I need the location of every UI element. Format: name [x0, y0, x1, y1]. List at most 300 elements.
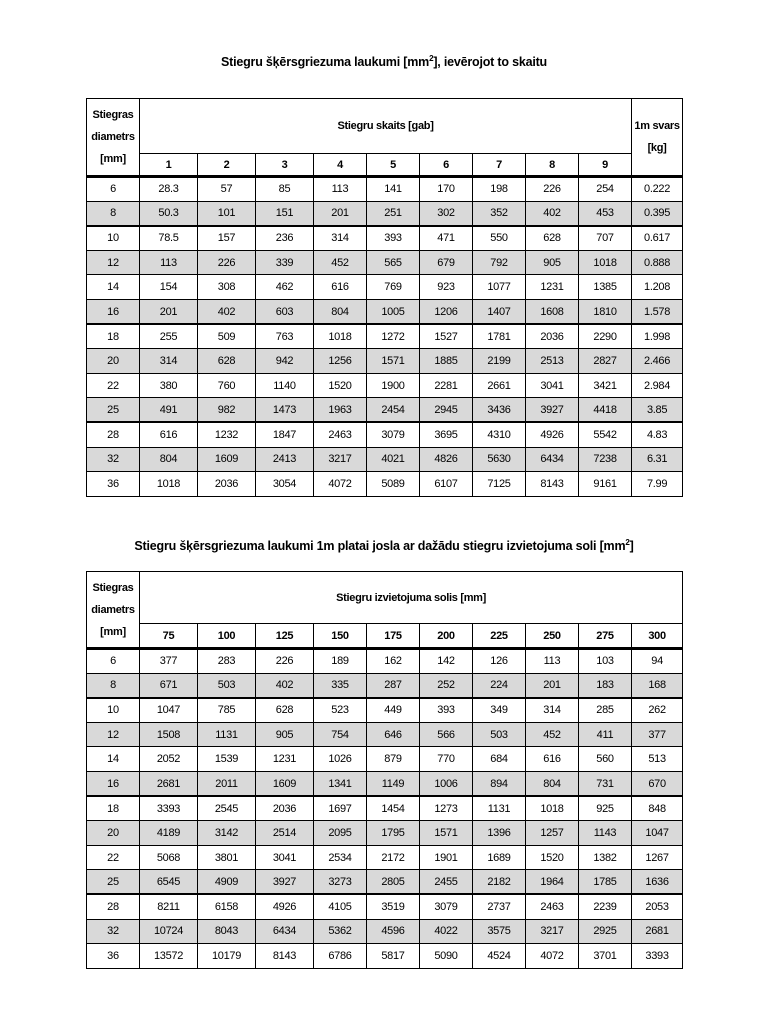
value-cell: 101: [198, 201, 256, 226]
value-cell: 2182: [473, 870, 526, 895]
value-cell: 3142: [198, 821, 256, 846]
value-cell: 731: [579, 771, 632, 796]
value-cell: 452: [526, 722, 579, 747]
value-cell: 1407: [473, 299, 526, 324]
value-cell: 4418: [579, 398, 632, 423]
value-cell: 103: [579, 649, 632, 674]
value-cell: 1697: [314, 796, 367, 821]
value-cell: 3041: [256, 845, 314, 870]
diameter-cell: 36: [87, 472, 140, 497]
table-row: [87, 349, 683, 374]
rebar-area-by-spacing-table: [86, 571, 683, 969]
value-cell: 7.99: [632, 472, 683, 497]
value-cell: 4021: [367, 447, 420, 472]
table2-title: [0, 538, 768, 553]
diameter-header-line1: Stiegras: [92, 109, 134, 121]
value-cell: 2925: [579, 919, 632, 944]
diameter-cell: 36: [87, 944, 140, 969]
value-cell: 50.3: [140, 201, 198, 226]
value-cell: 7238: [579, 447, 632, 472]
value-cell: 2661: [473, 373, 526, 398]
value-cell: 302: [420, 201, 473, 226]
value-cell: 1963: [314, 398, 367, 423]
value-cell: 1539: [198, 747, 256, 772]
value-cell: 377: [140, 649, 198, 674]
value-cell: 491: [140, 398, 198, 423]
value-cell: 770: [420, 747, 473, 772]
value-cell: 1900: [367, 373, 420, 398]
value-cell: 2095: [314, 821, 367, 846]
diameter-cell: 6: [87, 177, 140, 202]
table-row: [87, 649, 683, 674]
diameter-cell: 12: [87, 250, 140, 275]
value-cell: 616: [314, 275, 367, 300]
value-cell: 3801: [198, 845, 256, 870]
diameter-cell: 8: [87, 673, 140, 698]
value-cell: 1.578: [632, 299, 683, 324]
value-cell: 1018: [526, 796, 579, 821]
value-cell: 1005: [367, 299, 420, 324]
value-cell: 226: [526, 177, 579, 202]
value-cell: 3079: [420, 894, 473, 919]
table-row: [87, 373, 683, 398]
value-cell: 4.83: [632, 422, 683, 447]
value-cell: 1272: [367, 324, 420, 349]
table-row: [87, 771, 683, 796]
value-cell: 0.395: [632, 201, 683, 226]
value-cell: 684: [473, 747, 526, 772]
value-cell: 1143: [579, 821, 632, 846]
diameter-cell: 16: [87, 299, 140, 324]
value-cell: 314: [140, 349, 198, 374]
value-cell: 6.31: [632, 447, 683, 472]
table-row: [87, 177, 683, 202]
value-cell: 0.617: [632, 226, 683, 251]
value-cell: 628: [256, 698, 314, 723]
diameter-cell: 25: [87, 398, 140, 423]
value-cell: 2290: [579, 324, 632, 349]
value-cell: 1520: [314, 373, 367, 398]
value-cell: 1385: [579, 275, 632, 300]
value-cell: 616: [140, 422, 198, 447]
column-header: 125: [256, 624, 314, 649]
value-cell: 2052: [140, 747, 198, 772]
value-cell: 335: [314, 673, 367, 698]
table-row: [87, 870, 683, 895]
diameter-cell: 22: [87, 845, 140, 870]
value-cell: 2.466: [632, 349, 683, 374]
column-header: 3: [256, 154, 314, 177]
value-cell: 1140: [256, 373, 314, 398]
diameter-header: [87, 572, 140, 649]
value-cell: 4926: [256, 894, 314, 919]
value-cell: 168: [632, 673, 683, 698]
column-header: 75: [140, 624, 198, 649]
value-cell: 224: [473, 673, 526, 698]
table-row: [87, 894, 683, 919]
table-row: [87, 201, 683, 226]
table1-title-sup: 2: [429, 54, 434, 63]
value-cell: 198: [473, 177, 526, 202]
value-cell: 402: [198, 299, 256, 324]
value-cell: 226: [198, 250, 256, 275]
value-cell: 380: [140, 373, 198, 398]
diameter-header-line2: diametrs: [91, 131, 135, 143]
value-cell: 287: [367, 673, 420, 698]
diameter-cell: 10: [87, 226, 140, 251]
value-cell: 1341: [314, 771, 367, 796]
table-row: [87, 698, 683, 723]
diameter-cell: 18: [87, 796, 140, 821]
spacing-header: Stiegru izvietojuma solis [mm]: [140, 572, 683, 624]
diameter-cell: 16: [87, 771, 140, 796]
value-cell: 1885: [420, 349, 473, 374]
value-cell: 402: [526, 201, 579, 226]
value-cell: 2011: [198, 771, 256, 796]
value-cell: 848: [632, 796, 683, 821]
value-cell: 226: [256, 649, 314, 674]
value-cell: 4022: [420, 919, 473, 944]
value-cell: 1131: [198, 722, 256, 747]
diameter-cell: 20: [87, 349, 140, 374]
value-cell: 671: [140, 673, 198, 698]
value-cell: 162: [367, 649, 420, 674]
value-cell: 804: [526, 771, 579, 796]
value-cell: 5362: [314, 919, 367, 944]
diameter-cell: 8: [87, 201, 140, 226]
value-cell: 1006: [420, 771, 473, 796]
table-row: [87, 275, 683, 300]
value-cell: 2534: [314, 845, 367, 870]
value-cell: 2513: [526, 349, 579, 374]
value-cell: 2036: [256, 796, 314, 821]
value-cell: 1901: [420, 845, 473, 870]
table-row: [87, 250, 683, 275]
value-cell: 1781: [473, 324, 526, 349]
value-cell: 349: [473, 698, 526, 723]
value-cell: 352: [473, 201, 526, 226]
value-cell: 402: [256, 673, 314, 698]
value-cell: 78.5: [140, 226, 198, 251]
value-cell: 1047: [632, 821, 683, 846]
value-cell: 1232: [198, 422, 256, 447]
value-cell: 3393: [632, 944, 683, 969]
column-header: 6: [420, 154, 473, 177]
value-cell: 10179: [198, 944, 256, 969]
value-cell: 471: [420, 226, 473, 251]
value-cell: 1473: [256, 398, 314, 423]
value-cell: 10724: [140, 919, 198, 944]
diameter-cell: 14: [87, 275, 140, 300]
column-header: 8: [526, 154, 579, 177]
diameter-cell: 12: [87, 722, 140, 747]
value-cell: 2455: [420, 870, 473, 895]
value-cell: 769: [367, 275, 420, 300]
value-cell: 3217: [314, 447, 367, 472]
value-cell: 2.984: [632, 373, 683, 398]
rebar-area-by-count-table: [86, 98, 683, 497]
value-cell: 8211: [140, 894, 198, 919]
value-cell: 5630: [473, 447, 526, 472]
value-cell: 2239: [579, 894, 632, 919]
diameter-header-line3: [mm]: [100, 153, 126, 165]
value-cell: 3519: [367, 894, 420, 919]
value-cell: 251: [367, 201, 420, 226]
value-cell: 1689: [473, 845, 526, 870]
column-header: 2: [198, 154, 256, 177]
value-cell: 3575: [473, 919, 526, 944]
diameter-cell: 20: [87, 821, 140, 846]
table-row: [87, 324, 683, 349]
value-cell: 1520: [526, 845, 579, 870]
table2-title-sup: 2: [625, 538, 630, 547]
value-cell: 804: [314, 299, 367, 324]
value-cell: 560: [579, 747, 632, 772]
value-cell: 85: [256, 177, 314, 202]
value-cell: 2172: [367, 845, 420, 870]
value-cell: 603: [256, 299, 314, 324]
value-cell: 4926: [526, 422, 579, 447]
column-header: 100: [198, 624, 256, 649]
value-cell: 550: [473, 226, 526, 251]
value-cell: 141: [367, 177, 420, 202]
value-cell: 262: [632, 698, 683, 723]
table-row: [87, 673, 683, 698]
value-cell: 1608: [526, 299, 579, 324]
value-cell: 566: [420, 722, 473, 747]
diameter-cell: 14: [87, 747, 140, 772]
value-cell: 1396: [473, 821, 526, 846]
value-cell: 3041: [526, 373, 579, 398]
value-cell: 628: [526, 226, 579, 251]
value-cell: 411: [579, 722, 632, 747]
value-cell: 1527: [420, 324, 473, 349]
table2-title-end: ]: [629, 539, 634, 554]
value-cell: 5542: [579, 422, 632, 447]
column-header: 7: [473, 154, 526, 177]
value-cell: 1273: [420, 796, 473, 821]
value-cell: 628: [198, 349, 256, 374]
value-cell: 8143: [526, 472, 579, 497]
column-header: 225: [473, 624, 526, 649]
value-cell: 3217: [526, 919, 579, 944]
value-cell: 1847: [256, 422, 314, 447]
table1-title-text: Stiegru šķērsgriezuma laukumi [mm: [221, 55, 430, 70]
value-cell: 3701: [579, 944, 632, 969]
value-cell: 2827: [579, 349, 632, 374]
value-cell: 679: [420, 250, 473, 275]
weight-header-line1: 1m svars: [634, 120, 680, 132]
value-cell: 252: [420, 673, 473, 698]
value-cell: 2681: [140, 771, 198, 796]
value-cell: 3436: [473, 398, 526, 423]
value-cell: 754: [314, 722, 367, 747]
value-cell: 201: [314, 201, 367, 226]
value-cell: 285: [579, 698, 632, 723]
value-cell: 314: [314, 226, 367, 251]
diameter-cell: 28: [87, 894, 140, 919]
weight-header: [632, 99, 683, 177]
value-cell: 8143: [256, 944, 314, 969]
table-row: [87, 747, 683, 772]
value-cell: 6545: [140, 870, 198, 895]
table1-title: [0, 54, 768, 69]
value-cell: 509: [198, 324, 256, 349]
diameter-cell: 28: [87, 422, 140, 447]
value-cell: 2737: [473, 894, 526, 919]
table1-title-end: ], ievērojot to skaitu: [433, 55, 547, 70]
value-cell: 3421: [579, 373, 632, 398]
value-cell: 4909: [198, 870, 256, 895]
value-cell: 4826: [420, 447, 473, 472]
value-cell: 785: [198, 698, 256, 723]
value-cell: 565: [367, 250, 420, 275]
diameter-header-line1: Stiegras: [92, 581, 134, 594]
table-row: [87, 845, 683, 870]
value-cell: 0.888: [632, 250, 683, 275]
value-cell: 314: [526, 698, 579, 723]
diameter-cell: 10: [87, 698, 140, 723]
table-row: [87, 299, 683, 324]
value-cell: 2945: [420, 398, 473, 423]
value-cell: 1.208: [632, 275, 683, 300]
value-cell: 9161: [579, 472, 632, 497]
value-cell: 201: [526, 673, 579, 698]
value-cell: 1382: [579, 845, 632, 870]
column-header: 200: [420, 624, 473, 649]
value-cell: 2036: [198, 472, 256, 497]
value-cell: 183: [579, 673, 632, 698]
value-cell: 4072: [314, 472, 367, 497]
column-header: 5: [367, 154, 420, 177]
value-cell: 157: [198, 226, 256, 251]
value-cell: 5089: [367, 472, 420, 497]
value-cell: 6107: [420, 472, 473, 497]
value-cell: 1077: [473, 275, 526, 300]
value-cell: 13572: [140, 944, 198, 969]
column-header: 9: [579, 154, 632, 177]
table-row: [87, 398, 683, 423]
value-cell: 4596: [367, 919, 420, 944]
value-cell: 646: [367, 722, 420, 747]
value-cell: 3273: [314, 870, 367, 895]
value-cell: 339: [256, 250, 314, 275]
value-cell: 2805: [367, 870, 420, 895]
value-cell: 1231: [256, 747, 314, 772]
value-cell: 5090: [420, 944, 473, 969]
value-cell: 792: [473, 250, 526, 275]
value-cell: 3393: [140, 796, 198, 821]
value-cell: 6786: [314, 944, 367, 969]
value-cell: 6434: [256, 919, 314, 944]
value-cell: 4105: [314, 894, 367, 919]
value-cell: 923: [420, 275, 473, 300]
value-cell: 5068: [140, 845, 198, 870]
value-cell: 3927: [526, 398, 579, 423]
value-cell: 8043: [198, 919, 256, 944]
table-row: [87, 226, 683, 251]
value-cell: 503: [198, 673, 256, 698]
value-cell: 1454: [367, 796, 420, 821]
value-cell: 1257: [526, 821, 579, 846]
value-cell: 1047: [140, 698, 198, 723]
value-cell: 523: [314, 698, 367, 723]
value-cell: 2463: [314, 422, 367, 447]
diameter-header-line3: [mm]: [100, 625, 126, 638]
value-cell: 1571: [367, 349, 420, 374]
value-cell: 3054: [256, 472, 314, 497]
value-cell: 4310: [473, 422, 526, 447]
value-cell: 236: [256, 226, 314, 251]
diameter-cell: 6: [87, 649, 140, 674]
value-cell: 1206: [420, 299, 473, 324]
table-row: [87, 944, 683, 969]
value-cell: 113: [314, 177, 367, 202]
value-cell: 905: [526, 250, 579, 275]
value-cell: 393: [367, 226, 420, 251]
value-cell: 453: [579, 201, 632, 226]
value-cell: 1810: [579, 299, 632, 324]
value-cell: 377: [632, 722, 683, 747]
value-cell: 4072: [526, 944, 579, 969]
value-cell: 0.222: [632, 177, 683, 202]
value-cell: 2413: [256, 447, 314, 472]
value-cell: 7125: [473, 472, 526, 497]
value-cell: 2681: [632, 919, 683, 944]
value-cell: 4524: [473, 944, 526, 969]
value-cell: 513: [632, 747, 683, 772]
value-cell: 2454: [367, 398, 420, 423]
value-cell: 2281: [420, 373, 473, 398]
value-cell: 113: [140, 250, 198, 275]
value-cell: 2053: [632, 894, 683, 919]
value-cell: 255: [140, 324, 198, 349]
value-cell: 1785: [579, 870, 632, 895]
value-cell: 2036: [526, 324, 579, 349]
value-cell: 763: [256, 324, 314, 349]
value-cell: 1018: [579, 250, 632, 275]
value-cell: 925: [579, 796, 632, 821]
value-cell: 707: [579, 226, 632, 251]
value-cell: 2514: [256, 821, 314, 846]
value-cell: 5817: [367, 944, 420, 969]
value-cell: 1256: [314, 349, 367, 374]
value-cell: 170: [420, 177, 473, 202]
value-cell: 804: [140, 447, 198, 472]
value-cell: 6158: [198, 894, 256, 919]
value-cell: 254: [579, 177, 632, 202]
value-cell: 503: [473, 722, 526, 747]
diameter-cell: 25: [87, 870, 140, 895]
value-cell: 1267: [632, 845, 683, 870]
value-cell: 1026: [314, 747, 367, 772]
weight-header-line2: [kg]: [647, 142, 667, 154]
value-cell: 1609: [198, 447, 256, 472]
table2-title-text: Stiegru šķērsgriezuma laukumi 1m platai josla ar dažādu stiegru izvietojuma soli [mm: [134, 539, 626, 554]
column-header: 150: [314, 624, 367, 649]
table-row: [87, 447, 683, 472]
value-cell: 1018: [314, 324, 367, 349]
value-cell: 1609: [256, 771, 314, 796]
value-cell: 113: [526, 649, 579, 674]
diameter-cell: 22: [87, 373, 140, 398]
table-row: [87, 919, 683, 944]
value-cell: 760: [198, 373, 256, 398]
column-header: 175: [367, 624, 420, 649]
table-row: [87, 796, 683, 821]
table-row: [87, 821, 683, 846]
value-cell: 905: [256, 722, 314, 747]
